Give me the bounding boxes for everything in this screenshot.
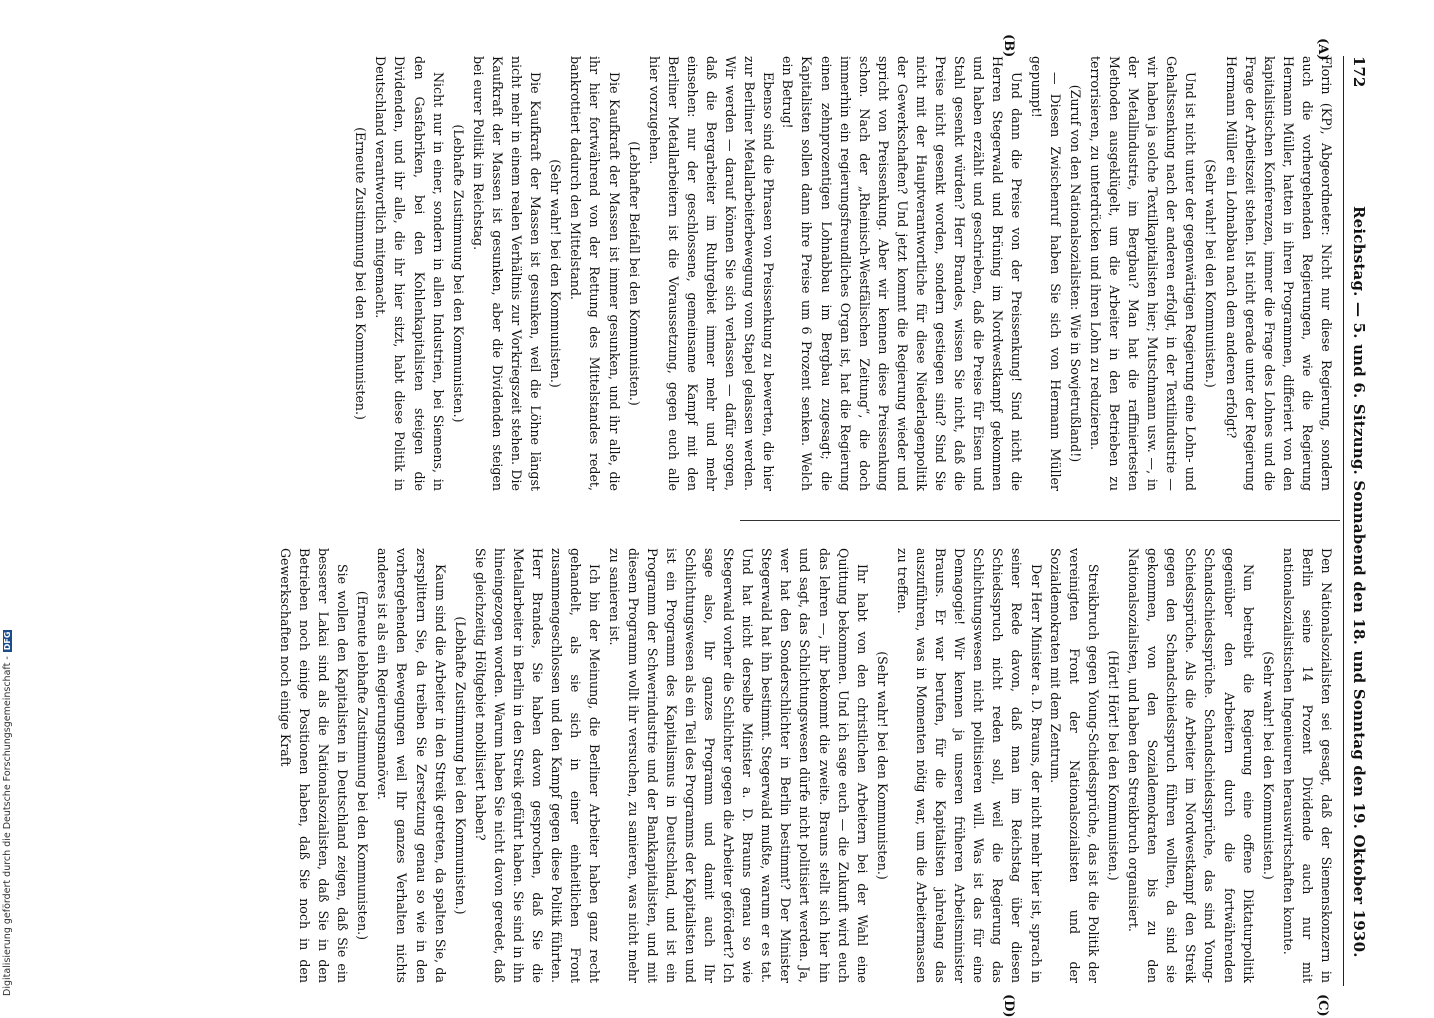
interjection: (Erneute Zustimmung bei den Kommunisten.) <box>353 127 369 420</box>
right-text-column <box>116 548 1336 983</box>
margin-mark-b: (B) <box>1001 34 1016 58</box>
interjection: (Sehr wahr! bei den Kommunisten.) <box>548 159 564 388</box>
interjection: (Hört! Hört! bei den Kommunisten.) <box>1105 650 1121 881</box>
paragraph: Nicht nur in einer, sondern in allen Industrien, bei Siemens, in den Gasfabriken, bei den Kohlenkapitalisten steigen die Dividenden, und ihr alle, die ihr hier sitzt, habt diese Politik in Deutschland verantwortlich mitgemacht. <box>373 56 446 491</box>
left-text-column <box>116 56 1336 491</box>
paragraph: Und ist nicht unter der gegenwärtigen Regierung eine Lohn- und Gehaltssenkung nach der anderen erfolgt, in der Textilindustrie — wir haben ja solche Textilkapitalisten hier; Mutschmann usw. —, in der Metallindustrie, im Bergbau? Man hat die raffiniertesten Methoden ausgeklügelt, um die Arbeiter in den Betrieben zu terrorisieren, zu unterdrücken und ihren Lohn zu reduzieren. <box>1087 56 1199 491</box>
column-divider <box>740 520 1340 521</box>
interjection: (Sehr wahr! bei den Kommunisten.) <box>874 651 890 880</box>
page-header <box>1343 56 1372 986</box>
paragraph: Der Herr Minister a. D. Brauns, der nicht mehr hier ist, sprach in seiner Rede davon, daß man im Reichstag über diesen Schiedsspruch nicht reden soll, weil die Regierung das Schlichtungswesen nicht politisieren will. Was ist das für eine Demagogie! Wir kennen ja unseren früheren Arbeitsminister Brauns. Er war berufen, für die Kapitalisten jahrelang das auszuführen, was in Momenten nötig war, um die Arbeitermassen zu treffen. <box>894 548 1044 983</box>
margin-mark-c: (C) <box>1315 994 1330 1017</box>
paragraph: Die Kaufkraft der Massen ist immer gesunken, und ihr alle, die ihr hier fortwährend von der Rettung des Mittelstandes redet, bankrottiert dadurch den Mittelstand. <box>568 56 622 491</box>
margin-mark-a: (A) <box>1315 38 1330 61</box>
running-title: Reichstag. — 5. und 6. Sitzung. Sonnabend den 18. und Sonntag den 19. Oktober 1930. <box>1350 206 1368 958</box>
paragraph: Nun betreibt die Regierung eine offene Diktaturpolitik gegenüber den Arbeitern durch die fortwährenden Schandschiedssprüche. Schandschiedssprüche, das sind Young-Schiedssprüche. Als die Arbeiter im Nordwestkampf den Streik gegen den Schandschiedsspruch führen wollten, da sind sie gekommen, von den Sozialdemokraten bis zu den Nationalsozialisten, und haben den Streikbruch organisiert. <box>1126 548 1256 983</box>
interjection: (Lebhafte Zustimmung bei den Kommunisten.) <box>452 616 468 915</box>
paragraph: Und dann die Preise von der Preissenkung! Sind nicht die Herren Stegerwald und Brüning im Nordwestkampf gekommen und haben erzählt und geschrieben, daß die Preise für Eisen und Stahl gesenkt würden? Herr Brandes, wissen Sie nicht, daß die Preise nicht gesenkt worden, sondern gestiegen sind? Sind Sie nicht mit der Hauptverantwortliche für diese Niederlagenpolitik der Gewerkschaften? Und jetzt kommt die Regierung wieder und spricht von Preissenkung. Aber wir kennen diese Preissenkung schon. Nach der „Rheinisch-Westfälischen Zeitung“, die doch immerhin ein regierungsfreundliches Organ ist, hat die Regierung einen zehnprozentigen Lohnabbau im Bergbau zugesagt; die Kapitalisten sollen dann ihre Preise um 6 Prozent senken. Welch ein Betrug! <box>780 56 1025 491</box>
interjection: (Erneute lebhafte Zustimmung bei den Kommunisten.) <box>355 590 371 941</box>
interjection: (Sehr wahr! bei den Kommunisten.) <box>1260 651 1276 880</box>
paragraph: Sie wollen den Kapitalisten in Deutschland zeigen, daß Sie ein besserer Lakai sind als die Nationalsozialisten, daß Sie in den Betrieben noch einige Positionen haben, daß Sie noch in den Gewerkschaften noch einige Kraft <box>277 548 351 983</box>
paragraph: — Diesen Zwischenruf haben Sie sich von Hermann Müller gepumpt! <box>1028 56 1063 491</box>
paragraph: Die Kaufkraft der Massen ist gesunken, weil die Löhne längst nicht mehr in einem realen Verhältnis zur Vorkriegszeit stehen. Die Kaufkraft der Massen ist gesunken, aber die Dividenden steigen bei eurer Politik im Reichstag. <box>470 56 544 491</box>
paragraph: Den Nationalsozialisten sei gesagt, daß der Siemenskonzern in Berlin seine 14 Prozent Dividende auch nur mit nationalsozialistischen Ingenieuren herauswirtschaften konnte. <box>1280 548 1334 983</box>
interjection: (Lebhafter Beifall bei den Kommunisten.) <box>626 141 642 406</box>
paragraph: Ich bin der Meinung, die Berliner Arbeiter haben ganz recht gehandelt, als sie sich in einer einheitlichen Front zusammengeschlossen und den Kampf gegen diese Politik führten. Herr Brandes, Sie haben davon gesprochen, daß Sie die Metallarbeiter in Berlin in den Streik geführt haben. Sie sind in ihn hineingezogen worden. Warum haben Sie nicht davon geredet, daß Sie gleichzeitig Höltgebiet mobilisiert haben? <box>472 548 603 983</box>
dfg-logo: DFG <box>3 631 12 651</box>
margin-mark-d: (D) <box>1001 994 1016 1018</box>
page-number: 172 <box>1350 56 1368 88</box>
paragraph: Ihr habt von den christlichen Arbeitern bei der Wahl eine Quittung bekommen. Und ich sage euch — die Zukunft wird euch das lehren —, ihr bekommt die zweite. Brauns stellt sich hier hin und sagt, das Schlichtungswesen dürfe nicht politisiert werden. Ja, wer hat den Sonderschlichter in Berlin bestimmt? Der Minister Stegerwald hat ihn bestimmt. Stegerwald mußte, warum er es tat. Und hat nicht derselbe Minister a. D. Brauns genau so wie Stegerwald vorher die Schlichter gegen die Arbeiter gefördert? Ich sage also, Ihr ganzes Programm und damit auch Ihr Schlichtungswesen als ein Teil des Programms der Kapitalisten und ist ein Programm des Kapitalismus in Deutschland, und ist ein Programm der Schwerindustrie und der Bankkapitalisten, und mit diesem Programm wollt ihr versuchen, zu sanieren, was nicht mehr zu sanieren ist. <box>606 548 870 983</box>
interjection: (Lebhafte Zustimmung bei den Kommunisten.) <box>450 124 466 423</box>
paragraph: Streikbruch gegen Young-Schiedssprüche, das ist die Politik der vereinigten Front der Nationalsozialisten und der Sozialdemokraten mit dem Zentrum. <box>1047 548 1101 983</box>
interjection: (Sehr wahr! bei den Kommunisten.) <box>1203 159 1219 388</box>
paragraph: Ebenso sind die Phrasen von Preissenkung zu bewerten, die hier zur Berliner Metallarbeiterbewegung vom Stapel gelassen werden. Wir werden — darauf können Sie sich verlassen — dafür sorgen, daß die Bergarbeiter im Ruhrgebiet immer mehr und mehr einsehen: nur der geschlossene, gemeinsame Kampf mit den Berliner Metallarbeitern ist die Voraussetzung, gegen euch alle hier vorzugehen. <box>646 56 777 491</box>
paragraph: Florin (KP), Abgeordneter: Nicht nur diese Regierung, sondern auch die vorhergehenden Regierungen, wie die Regierung Hermann Müller, hatten in ihren Programmen, differiert von den kapitalistischen Konferenzen, immer die Frage des Lohnes und die Frage der Arbeitszeit stehen. Ist nicht gerade unter der Regierung Hermann Müller ein Lohnabbau nach dem anderen erfolgt? <box>1223 56 1334 491</box>
rotated-page-content <box>112 34 1372 1018</box>
interjection: (Zuruf von den Nationalsozialisten: Wie in Sowjetrußland!) <box>1067 84 1083 463</box>
paragraph: Kaum sind die Arbeiter in den Streik getreten, da spalten Sie, da zersplittern Sie, da treiben Sie Zersetzung genau so wie in den vorhergehenden Bewegungen weil Ihr ganzes Verhalten nichts anderes ist als ein Regierungsmanöver. <box>375 548 448 983</box>
digitization-footer <box>2 576 16 996</box>
footer-text: Digitalisierung gefördert durch die Deutsche Forschungsgemeinschaft - <box>2 656 13 996</box>
